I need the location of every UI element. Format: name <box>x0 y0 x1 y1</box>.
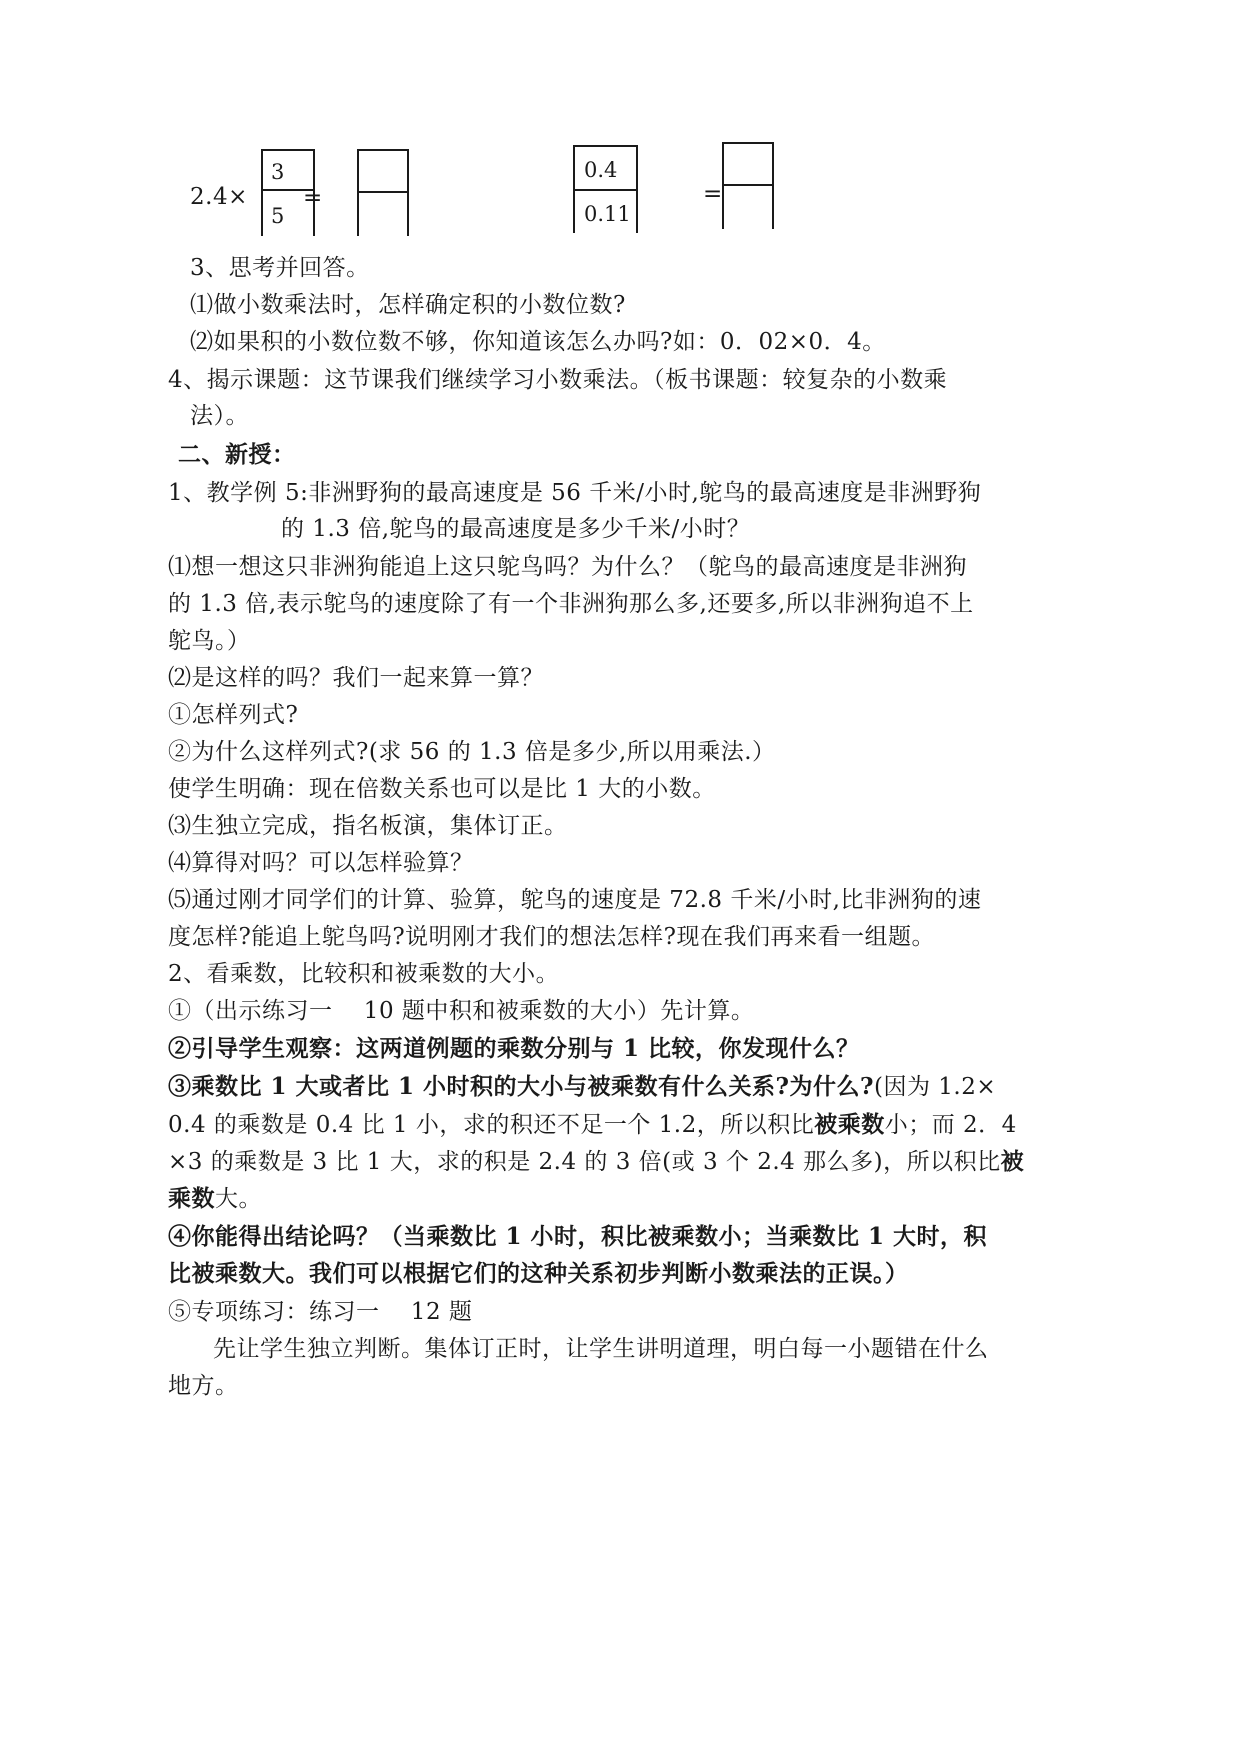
item-3-line-1 <box>168 1072 996 1102</box>
fraction-2-denominator: 0.11 <box>584 202 631 226</box>
item-3-bold-multiplicand: 被乘数 <box>814 1111 885 1138</box>
item-4-line-2: 比被乘数大。我们可以根据它们的这种关系初步判断小数乘法的正误。） <box>168 1260 909 1287</box>
q3-heading: 3、思考并回答。 <box>190 255 370 281</box>
reveal-topic-line-1: 4、揭示课题：这节课我们继续学习小数乘法。（板书课题：较复杂的小数乘 <box>168 367 948 393</box>
why-formula: ②为什么这样列式?(求 56 的 1.3 倍是多少,所以用乘法.） <box>168 739 776 765</box>
item-3-line-4 <box>168 1184 262 1214</box>
item-3-line-4-tail: 大。 <box>215 1186 262 1212</box>
section-heading-new-lesson: 二、新授： <box>178 441 296 468</box>
reveal-topic-line-2: 法）。 <box>190 403 249 429</box>
judge-line-2: 地方。 <box>168 1373 239 1399</box>
fraction-1-denominator: 5 <box>271 204 285 228</box>
item-3-normal-part: (因为 1.2× <box>874 1074 997 1100</box>
fraction-2-numerator: 0.4 <box>584 158 618 182</box>
check-together: ⑵是这样的吗？我们一起来算一算？ <box>168 665 544 691</box>
step-5-line-1: ⑸通过刚才同学们的计算、验算，鸵鸟的速度是 72.8 千米/小时,比非洲狗的速 <box>168 887 982 913</box>
item-3-line-3-text: ×3 的乘数是 3 比 1 大，求的积是 2.4 的 3 倍(或 3 个 2.4 那么多)，所以积比 <box>168 1149 1001 1175</box>
step-3: ⑶生独立完成，指名板演，集体订正。 <box>168 813 568 839</box>
think-line-1: ⑴想一想这只非洲狗能追上这只鸵鸟吗？为什么？（鸵鸟的最高速度是非洲狗 <box>168 554 967 580</box>
equals-sign-1: = <box>303 185 323 211</box>
section-2-heading: 2、看乘数，比较积和被乘数的大小。 <box>168 961 560 987</box>
item-3-line-2-tail: 小；而 2．4 <box>884 1112 1017 1138</box>
item-2-guide: ②引导学生观察：这两道例题的乘数分别与 1 比较，你发现什么？ <box>168 1035 860 1062</box>
think-line-2: 的 1.3 倍,表示鸵鸟的速度除了有一个非洲狗那么多,还要多,所以非洲狗追不上 <box>168 591 974 617</box>
fraction-1-numerator: 3 <box>271 160 285 184</box>
step-5-line-2: 度怎样?能追上鸵鸟吗?说明刚才我们的想法怎样?现在我们再来看一组题。 <box>168 924 935 950</box>
judge-line-1: 先让学生独立判断。集体订正时，让学生讲明道理，明白每一小题错在什么 <box>213 1336 989 1362</box>
item-5-practice: ⑤专项练习：练习一 12 题 <box>168 1299 473 1325</box>
item-3-line-4-bold: 乘数 <box>168 1185 215 1212</box>
equals-sign-2: = <box>703 181 723 207</box>
clarify-line: 使学生明确：现在倍数关系也可以是比 1 大的小数。 <box>168 776 716 802</box>
item-4-line-1: ④你能得出结论吗？（当乘数比 1 小时，积比被乘数小；当乘数比 1 大时，积 <box>168 1223 988 1250</box>
item-3-line-3 <box>168 1147 1024 1177</box>
think-line-3: 鸵鸟。） <box>168 628 251 654</box>
q3-item-1: ⑴做小数乘法时，怎样确定积的小数位数? <box>190 292 626 318</box>
example5-line-2: 的 1.3 倍,鸵鸟的最高速度是多少千米/小时？ <box>281 516 751 542</box>
formula-left-text: 2.4× <box>190 184 248 210</box>
how-formula: ①怎样列式? <box>168 702 299 728</box>
item-3-line-3-bold: 被 <box>1000 1148 1025 1175</box>
item-1-show-exercise: ①（出示练习一 10 题中积和被乘数的大小）先计算。 <box>168 998 755 1024</box>
q3-item-2: ⑵如果积的小数位数不够，你知道该怎么办吗?如：0．02×0．4。 <box>190 329 886 355</box>
item-3-line-2-text: 0.4 的乘数是 0.4 比 1 小，求的积还不足一个 1.2，所以积比 <box>168 1112 815 1138</box>
answer-box-1 <box>357 149 409 236</box>
item-3-bold-part: ③乘数比 1 大或者比 1 小时积的大小与被乘数有什么关系?为什么? <box>168 1073 874 1100</box>
step-4: ⑷算得对吗？可以怎样验算？ <box>168 850 474 876</box>
example5-line-1: 1、教学例 5:非洲野狗的最高速度是 56 千米/小时,鸵鸟的最高速度是非洲野狗 <box>168 480 982 506</box>
answer-box-2 <box>722 142 774 229</box>
item-3-line-2 <box>168 1110 1017 1140</box>
